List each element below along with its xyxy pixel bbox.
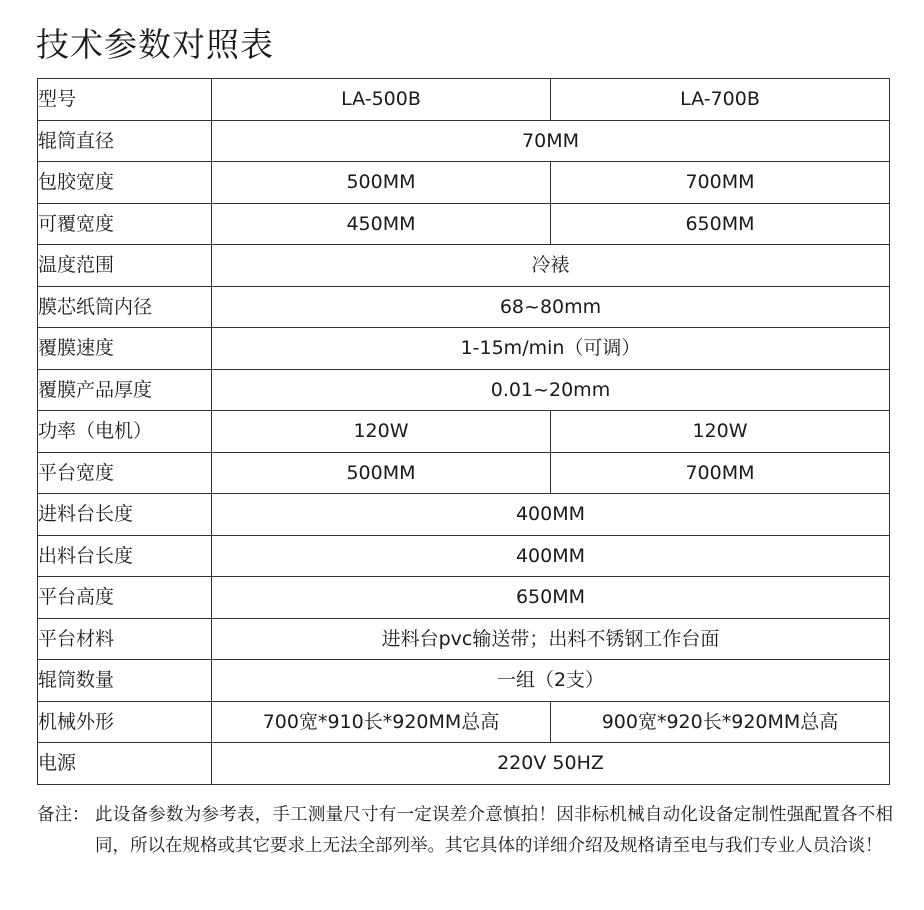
row-label: 功率（电机） xyxy=(38,411,212,453)
row-value-la-500b: 500MM xyxy=(212,162,551,204)
row-label: 型号 xyxy=(38,79,212,121)
table-row xyxy=(38,452,890,494)
row-value-la-700b: 650MM xyxy=(551,203,890,245)
table-row xyxy=(38,701,890,743)
row-label: 机械外形 xyxy=(38,701,212,743)
note-text: 此设备参数为参考表，手工测量尺寸有一定误差介意慎拍！因非标机械自动化设备定制性强配置各不相同，所以在规格或其它要求上无法全部列举。其它具体的详细介绍及规格请至电与我们专业人员洽谈！ xyxy=(95,805,893,856)
table-row xyxy=(38,286,890,328)
spec-table-body xyxy=(38,79,890,785)
note-prefix: 备注： xyxy=(37,805,90,825)
note xyxy=(37,800,893,862)
row-value-shared: 进料台pvc输送带；出料不锈钢工作台面 xyxy=(212,618,890,660)
table-row xyxy=(38,411,890,453)
table-row xyxy=(38,369,890,411)
row-value-shared: 220V 50HZ xyxy=(212,743,890,785)
table-row xyxy=(38,577,890,619)
table-row xyxy=(38,120,890,162)
row-label: 温度范围 xyxy=(38,245,212,287)
spec-table xyxy=(37,78,890,785)
row-value-la-700b: 120W xyxy=(551,411,890,453)
row-label: 平台宽度 xyxy=(38,452,212,494)
row-value-la-700b: LA-700B xyxy=(551,79,890,121)
table-row xyxy=(38,618,890,660)
row-label: 辊筒数量 xyxy=(38,660,212,702)
row-label: 膜芯纸筒内径 xyxy=(38,286,212,328)
row-value-shared: 70MM xyxy=(212,120,890,162)
row-value-shared: 一组（2支） xyxy=(212,660,890,702)
table-row xyxy=(38,494,890,536)
table-row xyxy=(38,743,890,785)
table-row xyxy=(38,162,890,204)
row-value-la-500b: 700宽*910长*920MM总高 xyxy=(212,701,551,743)
row-value-shared: 0.01~20mm xyxy=(212,369,890,411)
row-label: 电源 xyxy=(38,743,212,785)
table-row xyxy=(38,203,890,245)
row-value-shared: 650MM xyxy=(212,577,890,619)
row-label: 平台材料 xyxy=(38,618,212,660)
row-value-la-500b: 120W xyxy=(212,411,551,453)
row-label: 包胶宽度 xyxy=(38,162,212,204)
table-row xyxy=(38,328,890,370)
row-label: 可覆宽度 xyxy=(38,203,212,245)
row-label: 辊筒直径 xyxy=(38,120,212,162)
row-value-shared: 冷裱 xyxy=(212,245,890,287)
row-label: 进料台长度 xyxy=(38,494,212,536)
row-value-shared: 1-15m/min（可调） xyxy=(212,328,890,370)
table-row xyxy=(38,660,890,702)
row-value-shared: 400MM xyxy=(212,535,890,577)
row-label: 平台高度 xyxy=(38,577,212,619)
row-value-la-500b: 500MM xyxy=(212,452,551,494)
table-row xyxy=(38,535,890,577)
row-value-la-500b: LA-500B xyxy=(212,79,551,121)
page-title: 技术参数对照表 xyxy=(36,25,274,64)
row-value-la-700b: 700MM xyxy=(551,452,890,494)
row-value-la-700b: 700MM xyxy=(551,162,890,204)
row-value-shared: 68~80mm xyxy=(212,286,890,328)
row-value-la-500b: 450MM xyxy=(212,203,551,245)
table-row xyxy=(38,245,890,287)
row-value-la-700b: 900宽*920长*920MM总高 xyxy=(551,701,890,743)
row-label: 出料台长度 xyxy=(38,535,212,577)
row-label: 覆膜产品厚度 xyxy=(38,369,212,411)
row-value-shared: 400MM xyxy=(212,494,890,536)
table-row xyxy=(38,79,890,121)
row-label: 覆膜速度 xyxy=(38,328,212,370)
